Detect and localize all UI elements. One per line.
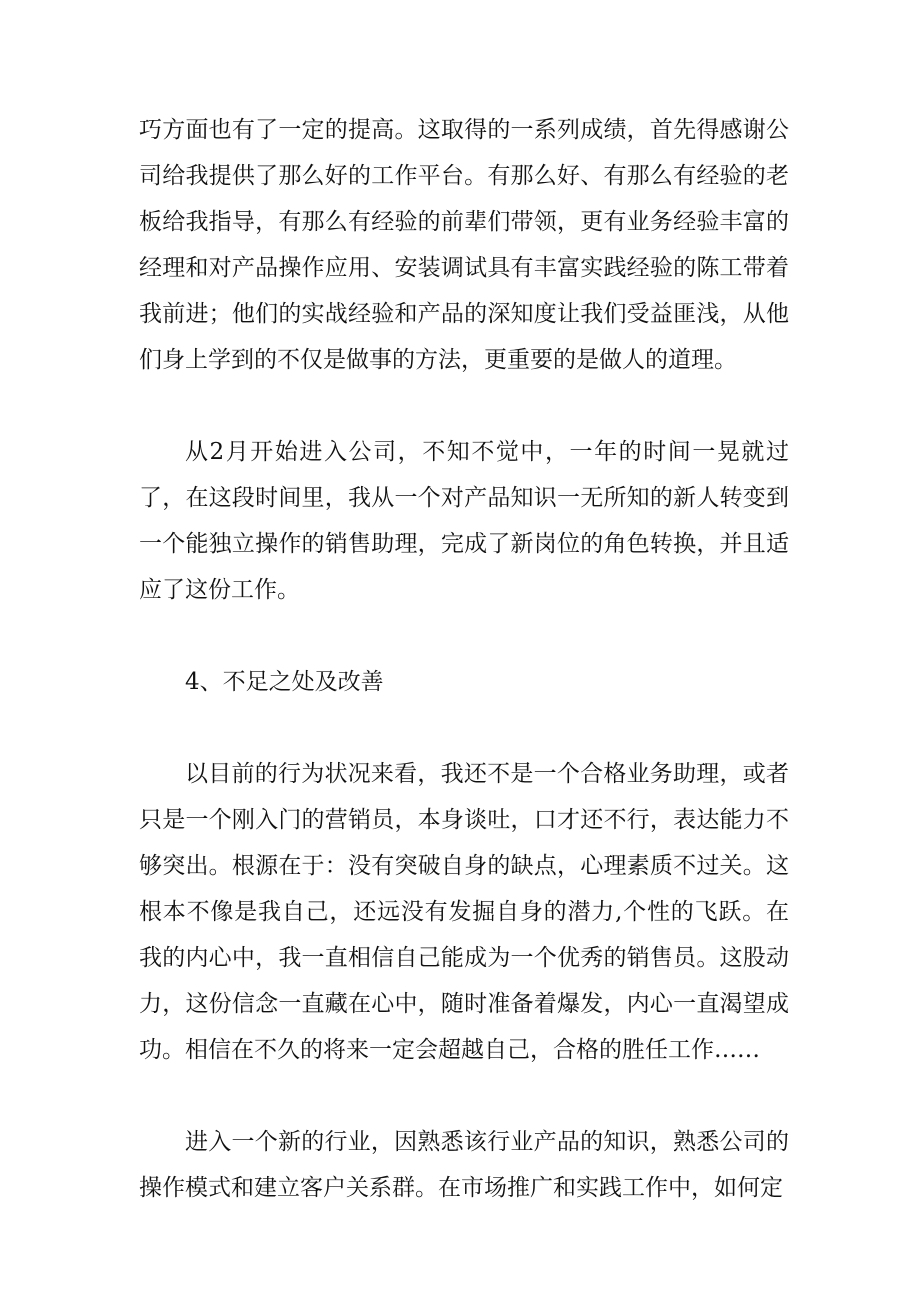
paragraph-continuation: 巧方面也有了一定的提高。这取得的一系列成绩，首先得感谢公司给我提供了那么好的工作平台。有那么好、有那么有经验的老板给我指导，有那么有经验的前辈们带领，更有业务经验丰富的经理和对产品操作应用、安装调试具有丰富实践经验的陈工带着我前进；他们的实战经验和产品的深知度让我们受益匪浅，从他们身上学到的不仅是做事的方法，更重要的是做人的道理。 <box>139 117 789 373</box>
paragraph-shortcomings: 以目前的行为状况来看，我还不是一个合格业务助理，或者只是一个刚入门的营销员，本身谈吐，口才还不行，表达能力不够突出。根源在于：没有突破自身的缺点，心理素质不过关。这根本不像是我自己，还远没有发掘自身的潜力,个性的飞跃。在我的内心中，我一直相信自己能成为一个优秀的销售员。这股动力，这份信念一直藏在心中，随时准备着爆发，内心一直渴望成功。相信在不久的将来一定会超越自己，合格的胜任工作…… <box>139 761 789 1063</box>
paragraph-new-industry: 进入一个新的行业，因熟悉该行业产品的知识，熟悉公司的操作模式和建立客户关系群。在市场推广和实践工作中，如何定 <box>139 1129 789 1201</box>
document-body <box>139 107 789 1211</box>
section-heading-shortcomings: 4、不足之处及改善 <box>185 669 384 695</box>
paragraph-joining-company: 从2月开始进入公司，不知不觉中，一年的时间一晃就过了，在这段时间里，我从一个对产品知识一无所知的新人转变到一个能独立操作的销售助理，完成了新岗位的角色转换，并且适应了这份工作。 <box>139 439 789 603</box>
